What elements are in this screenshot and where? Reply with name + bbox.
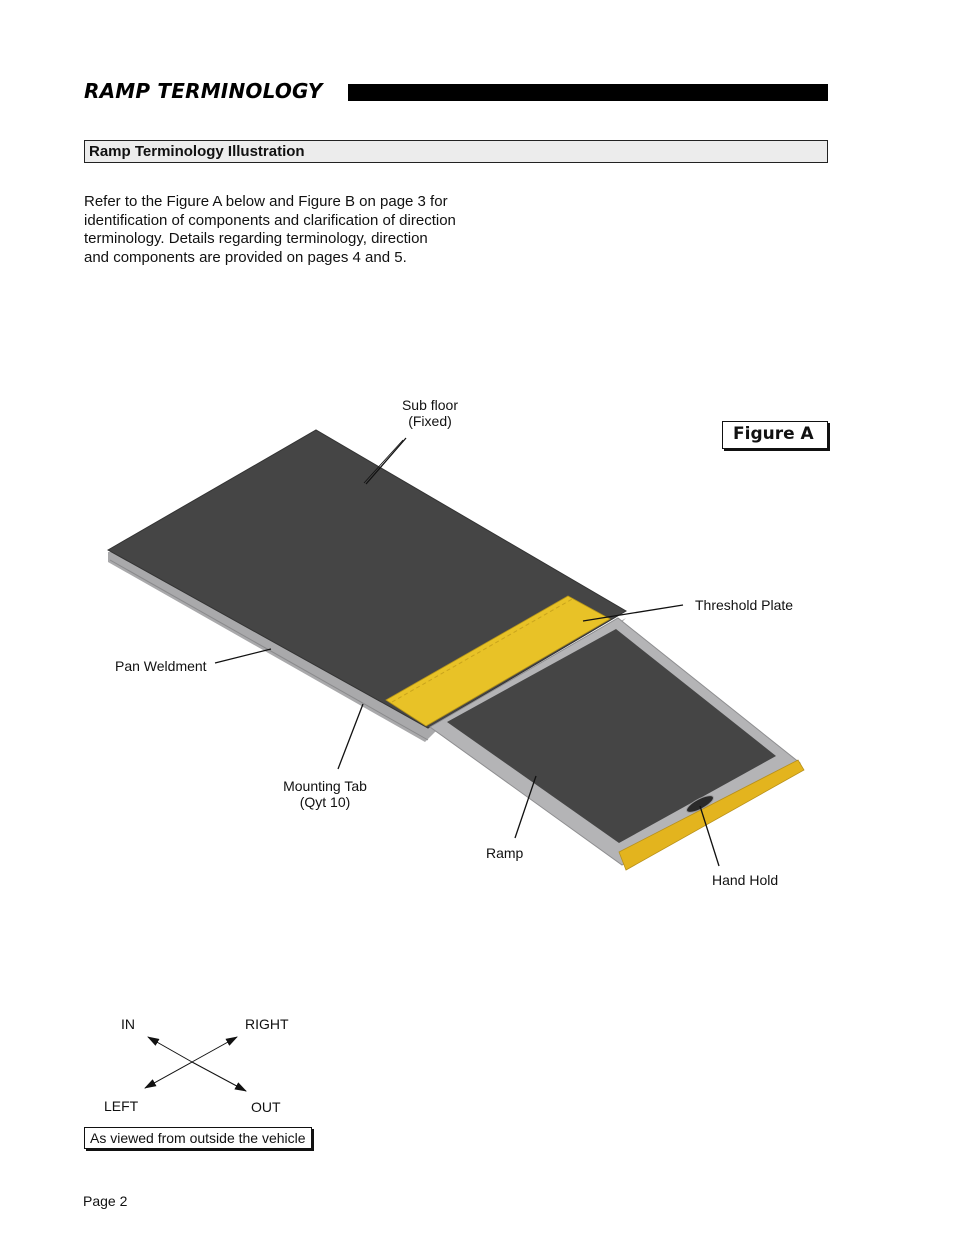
direction-in-label: IN <box>121 1016 135 1032</box>
leader-pan-weldment <box>215 649 271 663</box>
direction-caption: As viewed from outside the vehicle <box>90 1130 306 1146</box>
callout-threshold-plate: Threshold Plate <box>695 597 794 613</box>
callout-sub-floor <box>390 397 470 429</box>
callout-pan-weldment: Pan Weldment <box>115 658 207 674</box>
callout-ramp: Ramp <box>486 845 524 861</box>
direction-left-label: LEFT <box>104 1098 139 1114</box>
arrow-right <box>192 1037 237 1062</box>
callout-mounting-tab-line1: Mounting Tab <box>283 778 367 794</box>
direction-out-label: OUT <box>251 1099 281 1115</box>
section-title: Ramp Terminology Illustration <box>89 143 305 160</box>
page-number: Page 2 <box>83 1193 128 1209</box>
direction-caption-box <box>84 1127 312 1149</box>
arrow-out <box>192 1062 246 1091</box>
figure-label: Figure A <box>733 424 814 444</box>
direction-right-label: RIGHT <box>245 1016 289 1032</box>
callout-mounting-tab-line2: (Qyt 10) <box>299 794 351 810</box>
callout-hand-hold: Hand Hold <box>712 872 779 888</box>
callout-sub-floor-line1: Sub floor <box>401 397 459 413</box>
arrow-left <box>145 1062 192 1088</box>
leader-mounting-tab <box>338 704 363 769</box>
arrow-in <box>148 1037 192 1062</box>
intro-paragraph: Refer to the Figure A below and Figure B on page 3 for identification of components and clarification of direction terminology. Details regarding terminology, direction and components are provided on pages 4 and 5. <box>84 193 456 267</box>
page-heading: RAMP TERMINOLOGY <box>84 79 323 103</box>
callout-sub-floor-line2: (Fixed) <box>408 413 452 429</box>
callout-mounting-tab <box>280 778 370 810</box>
